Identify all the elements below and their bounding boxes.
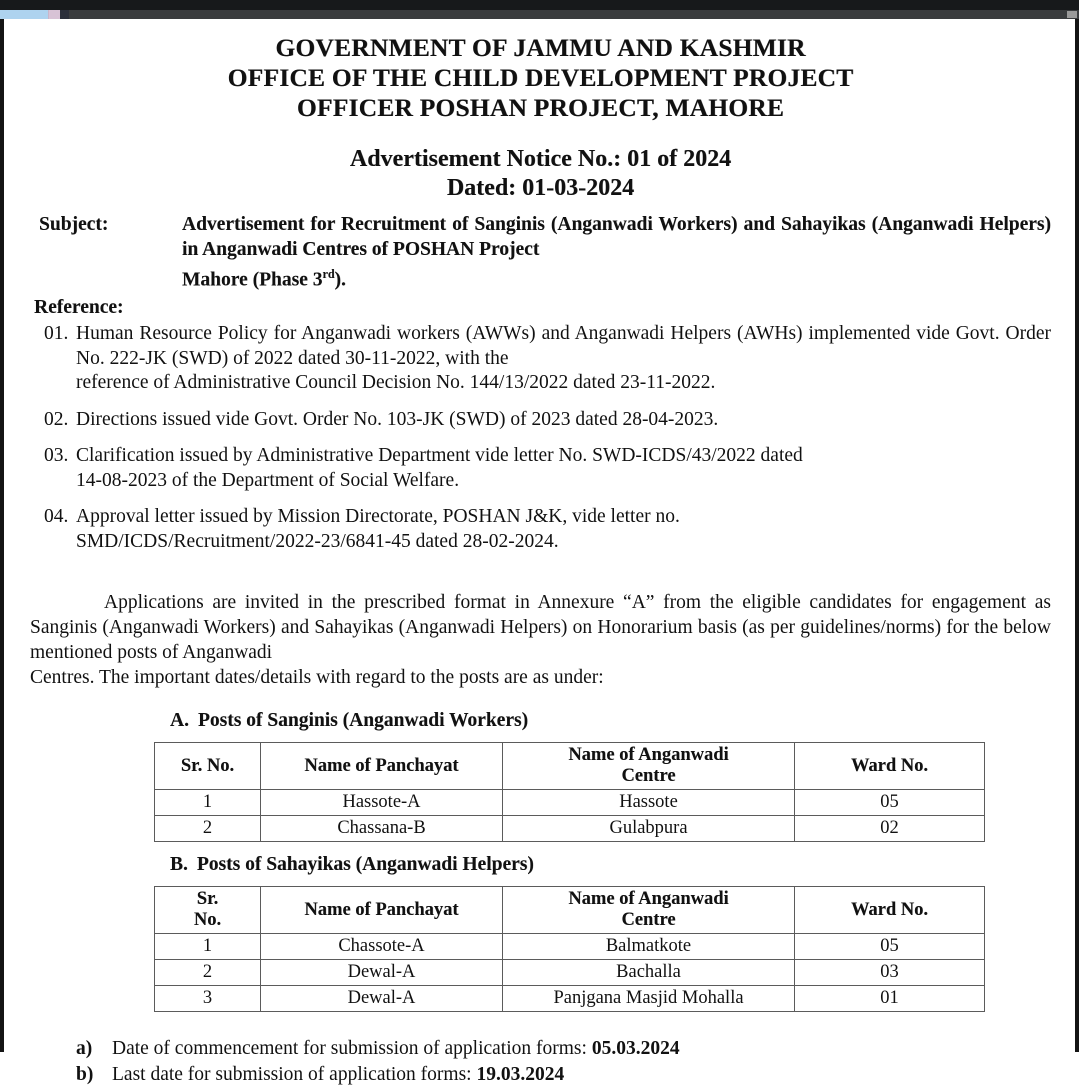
cell-panchayat: Hassote-A bbox=[261, 790, 503, 816]
cell-ward-no: 03 bbox=[795, 960, 985, 986]
column-header-sr-no bbox=[155, 887, 261, 934]
cell-ward-no: 05 bbox=[795, 934, 985, 960]
date-value: 05.03.2024 bbox=[591, 1038, 680, 1059]
table-row bbox=[155, 790, 985, 816]
cell-panchayat: Chassana-B bbox=[261, 816, 503, 842]
reference-item-lastline: SMD/ICDS/Recruitment/2022-23/6841-45 dated 28-02-2024. bbox=[76, 530, 559, 552]
date-bullet: b) bbox=[76, 1064, 94, 1085]
reference-item-lastline: 14-08-2023 of the Department of Social Welfare. bbox=[76, 469, 460, 491]
column-header-awc-line1: Name of Anganwadi bbox=[568, 889, 729, 909]
reference-item-text: Approval letter issued by Mission Directorate, POSHAN J&K, vide letter no. bbox=[76, 506, 680, 527]
date-line bbox=[112, 1062, 1051, 1088]
section-a-title: Posts of Sanginis (Anganwadi Workers) bbox=[197, 710, 529, 731]
date-label: Date of commencement for submission of application forms: bbox=[112, 1038, 592, 1059]
cell-sr-no: 1 bbox=[155, 790, 261, 816]
subject-ordinal-suffix: rd bbox=[322, 267, 335, 281]
document-header bbox=[30, 19, 1051, 123]
document-body bbox=[30, 19, 1051, 1088]
table-row bbox=[155, 986, 985, 1012]
column-header-ward-no: Ward No. bbox=[795, 743, 985, 790]
table-row bbox=[155, 934, 985, 960]
subject-text bbox=[182, 213, 1051, 293]
main-paragraph bbox=[30, 590, 1051, 690]
new-tab-button[interactable] bbox=[60, 10, 69, 19]
important-dates bbox=[30, 1036, 1051, 1088]
section-a-table-wrap bbox=[30, 742, 1051, 842]
viewer-chrome bbox=[0, 0, 1079, 19]
cell-sr-no: 2 bbox=[155, 960, 261, 986]
reference-item bbox=[30, 322, 1051, 396]
cell-panchayat: Chassote-A bbox=[261, 934, 503, 960]
notice-block bbox=[30, 145, 1051, 203]
reference-item-number: 02. bbox=[44, 408, 69, 430]
subject-line-2: Sahayikas (Anganwadi Helpers) in Anganwadi Centres of POSHAN Project bbox=[182, 214, 1051, 260]
date-value: 19.03.2024 bbox=[476, 1064, 565, 1085]
table-row bbox=[155, 960, 985, 986]
cell-ward-no: 01 bbox=[795, 986, 985, 1012]
reference-item-body bbox=[76, 505, 1051, 554]
cell-sr-no: 3 bbox=[155, 986, 261, 1012]
subject-row bbox=[30, 213, 1051, 293]
reference-item-text: Clarification issued by Administrative Department vide letter No. SWD-ICDS/43/2022 dated bbox=[76, 445, 803, 466]
notice-date: Dated: 01-03-2024 bbox=[446, 175, 635, 201]
section-b-title: Posts of Sahayikas (Anganwadi Helpers) bbox=[196, 854, 534, 875]
cell-ward-no: 02 bbox=[795, 816, 985, 842]
window-controls[interactable] bbox=[1067, 11, 1077, 18]
date-row bbox=[76, 1036, 1051, 1062]
reference-item bbox=[30, 408, 1051, 433]
subject-line-3 bbox=[182, 262, 1051, 293]
table-header-row bbox=[155, 887, 985, 934]
main-paragraph-text: Applications are invited in the prescribed format in Annexure “A” from the eligible candidates for engagement as Sanginis (Anganwadi Workers) and Sahayikas (Anganwadi Helpers) on Honorarium basis (as per guidelines/norms) for the below mentioned posts of Anganwadi bbox=[30, 592, 1051, 663]
column-header-ward-no: Ward No. bbox=[795, 887, 985, 934]
subject-line-3-post: ). bbox=[334, 269, 346, 291]
column-header-awc-line2: Centre bbox=[621, 766, 676, 786]
column-header-sr-line2: No. bbox=[193, 910, 222, 930]
table-row bbox=[155, 816, 985, 842]
column-header-awc-line1: Name of Anganwadi bbox=[568, 745, 729, 765]
column-header-anganwadi-centre bbox=[503, 743, 795, 790]
favicon-icon bbox=[49, 10, 60, 19]
column-header-anganwadi-centre bbox=[503, 887, 795, 934]
section-b-letter: B. bbox=[170, 854, 188, 875]
column-header-sr-line1: Sr. bbox=[196, 889, 219, 909]
reference-item bbox=[30, 444, 1051, 493]
date-line bbox=[112, 1036, 1051, 1062]
column-header-panchayat: Name of Panchayat bbox=[261, 743, 503, 790]
cell-sr-no: 2 bbox=[155, 816, 261, 842]
reference-title: Reference: bbox=[34, 297, 124, 318]
browser-tab-active[interactable] bbox=[0, 10, 49, 19]
cell-ward-no: 05 bbox=[795, 790, 985, 816]
posts-table-sanginis bbox=[154, 742, 985, 842]
reference-item bbox=[30, 505, 1051, 554]
posts-table-sahayikas bbox=[154, 886, 985, 1012]
header-line-1: GOVERNMENT OF JAMMU AND KASHMIR bbox=[275, 33, 806, 62]
date-row bbox=[76, 1062, 1051, 1088]
subject-line-1: Advertisement for Recruitment of Sanginis (Anganwadi Workers) and bbox=[182, 214, 775, 235]
reference-item-body bbox=[76, 322, 1051, 396]
date-bullet: a) bbox=[76, 1038, 93, 1059]
cell-anganwadi-centre: Panjgana Masjid Mohalla bbox=[503, 986, 795, 1012]
column-header-awc-line2: Centre bbox=[621, 910, 676, 930]
cell-panchayat: Dewal-A bbox=[261, 986, 503, 1012]
browser-title-bar bbox=[0, 0, 1079, 10]
browser-toolbar bbox=[0, 10, 1079, 19]
reference-item-lastline: Directions issued vide Govt. Order No. 103-JK (SWD) of 2023 dated 28-04-2023. bbox=[76, 408, 719, 430]
document-page bbox=[0, 19, 1079, 1085]
header-line-2: OFFICE OF THE CHILD DEVELOPMENT PROJECT bbox=[227, 63, 854, 92]
subject-line-3-pre: Mahore (Phase 3 bbox=[182, 269, 323, 291]
reference-item-number: 01. bbox=[44, 323, 69, 344]
notice-number: Advertisement Notice No.: 01 of 2024 bbox=[349, 146, 732, 172]
cell-anganwadi-centre: Balmatkote bbox=[503, 934, 795, 960]
main-paragraph-lastline: Centres. The important dates/details with regard to the posts are as under: bbox=[30, 667, 604, 688]
date-label: Last date for submission of application forms: bbox=[112, 1064, 477, 1085]
cell-anganwadi-centre: Bachalla bbox=[503, 960, 795, 986]
cell-panchayat: Dewal-A bbox=[261, 960, 503, 986]
table-header-row bbox=[155, 743, 985, 790]
reference-item-lastline: reference of Administrative Council Decision No. 144/13/2022 dated 23-11-2022. bbox=[76, 372, 716, 393]
subject-label: Subject: bbox=[39, 214, 109, 235]
section-b-label bbox=[30, 854, 1051, 876]
section-b-table-wrap bbox=[30, 886, 1051, 1012]
reference-item-body bbox=[76, 444, 1051, 493]
cell-anganwadi-centre: Gulabpura bbox=[503, 816, 795, 842]
header-line-3: OFFICER POSHAN PROJECT, MAHORE bbox=[296, 93, 785, 122]
cell-sr-no: 1 bbox=[155, 934, 261, 960]
reference-item-text: Human Resource Policy for Anganwadi workers (AWWs) and Anganwadi Helpers (AWHs) implemented vide Govt. Order No. 222-JK (SWD) of 2022 dated 30-11-2022, with the bbox=[76, 323, 1051, 369]
cell-anganwadi-centre: Hassote bbox=[503, 790, 795, 816]
reference-item-body bbox=[76, 408, 1051, 433]
reference-item-number: 04. bbox=[44, 506, 69, 527]
section-a-label bbox=[30, 710, 1051, 732]
column-header-panchayat: Name of Panchayat bbox=[261, 887, 503, 934]
section-a-letter: A. bbox=[170, 710, 189, 731]
column-header-sr-no: Sr. No. bbox=[155, 743, 261, 790]
reference-item-number: 03. bbox=[44, 445, 69, 466]
